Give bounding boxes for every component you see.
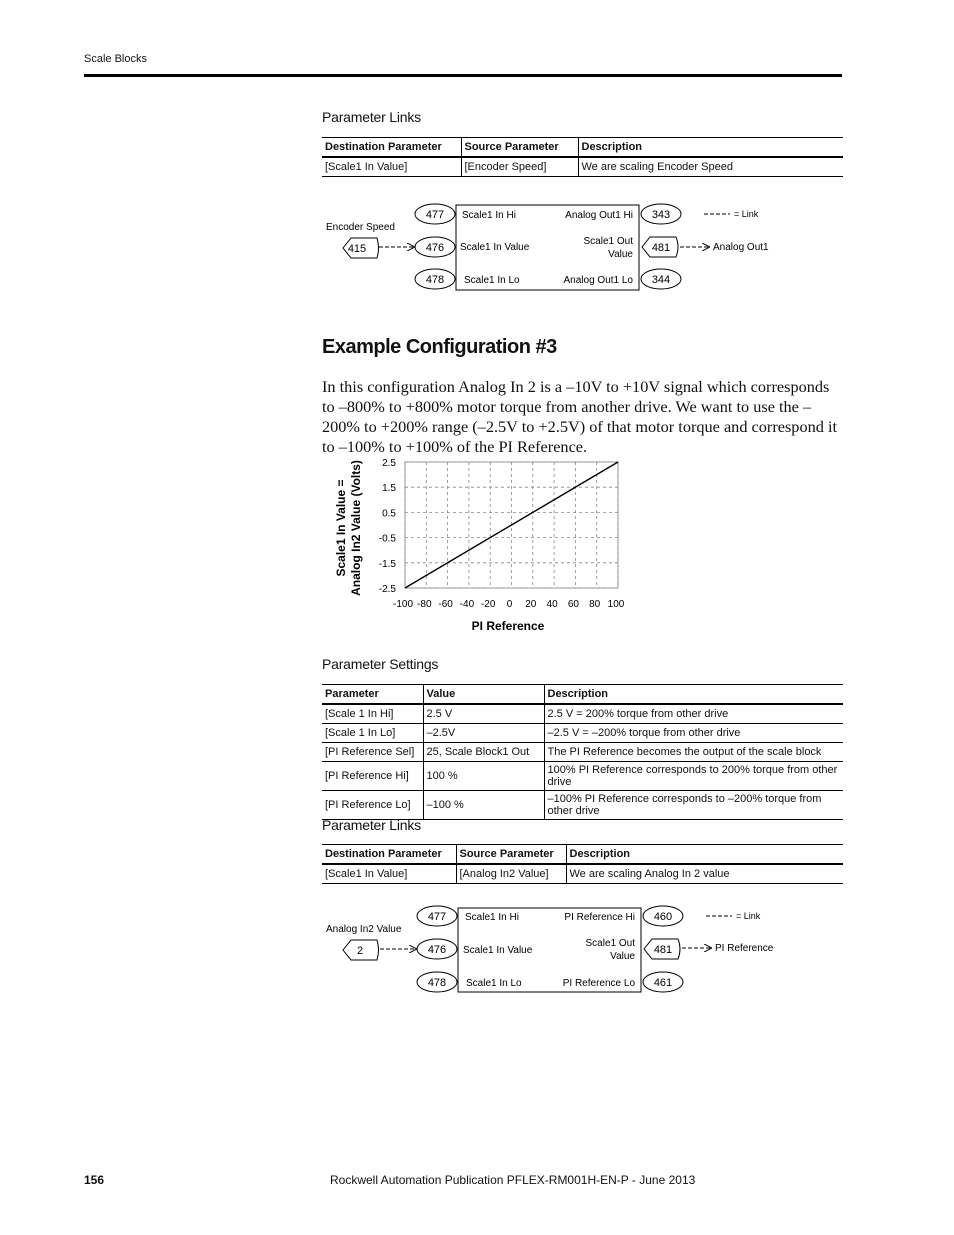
- block-label: Scale1 In Hi: [465, 912, 519, 923]
- legend-label: = Link: [736, 911, 761, 921]
- publication-info: Rockwell Automation Publication PFLEX-RM001H-EN-P - June 2013: [330, 1173, 696, 1187]
- table-cell: We are scaling Encoder Speed: [578, 157, 843, 177]
- table-cell: –2.5 V = –200% torque from other drive: [544, 724, 843, 743]
- y-tick-label: -2.5: [378, 584, 396, 595]
- param-number: 477: [425, 209, 445, 221]
- table-cell: [Scale1 In Value]: [322, 157, 461, 177]
- column-header: Source Parameter: [461, 138, 578, 158]
- block-label: Scale1 In Value: [460, 242, 530, 253]
- table-cell: [Scale1 In Value]: [322, 864, 456, 884]
- table-header-row: [322, 685, 843, 705]
- x-tick-label: -100: [392, 599, 414, 610]
- x-tick-label: 100: [607, 599, 625, 610]
- x-tick-label: 0: [506, 599, 513, 610]
- table-cell: [Scale 1 In Hi]: [322, 704, 423, 724]
- table-row: [322, 791, 843, 820]
- column-header: Value: [423, 685, 544, 705]
- table-cell: 25, Scale Block1 Out: [423, 743, 544, 762]
- column-header: Destination Parameter: [322, 138, 461, 158]
- legend-label: = Link: [734, 209, 759, 219]
- settings-table: [322, 684, 843, 820]
- input-label: Encoder Speed: [326, 222, 395, 233]
- table-cell: [PI Reference Hi]: [322, 762, 423, 791]
- y-axis-label-line2: Analog In2 Value (Volts): [349, 460, 363, 596]
- table-cell: [PI Reference Sel]: [322, 743, 423, 762]
- links2-table: [322, 844, 843, 884]
- param-number: 477: [427, 911, 447, 923]
- table-cell: 2.5 V: [423, 704, 544, 724]
- table-cell: –2.5V: [423, 724, 544, 743]
- page-number: 156: [84, 1173, 105, 1187]
- x-tick-label: 20: [525, 599, 537, 610]
- table-row: [322, 864, 843, 884]
- table-cell: 100 %: [423, 762, 544, 791]
- block-label: Scale1 In Lo: [466, 978, 522, 989]
- param-number: 343: [651, 209, 671, 221]
- y-tick-label: -1.5: [378, 558, 396, 570]
- block-label: Scale1 In Value: [463, 945, 533, 956]
- table-cell: 100% PI Reference corresponds to 200% torque from other drive: [544, 762, 843, 791]
- block-label: PI Reference Hi: [564, 912, 635, 923]
- param-number: 461: [653, 977, 673, 989]
- y-tick-label: -0.5: [378, 533, 396, 545]
- param-number: 478: [427, 977, 447, 989]
- table-row: [322, 704, 843, 724]
- block-label: Analog Out1 Hi: [565, 210, 633, 221]
- y-tick-label: 2.5: [382, 458, 396, 469]
- table-cell: –100 %: [423, 791, 544, 820]
- x-tick-labels: [393, 599, 625, 610]
- table-row: [322, 724, 843, 743]
- table-cell: The PI Reference becomes the output of the scale block: [544, 743, 843, 762]
- block-label: Analog Out1 Lo: [563, 275, 633, 286]
- y-tick-labels: [379, 458, 397, 595]
- column-header: Source Parameter: [456, 845, 566, 865]
- table-row: [322, 743, 843, 762]
- param-number: 344: [651, 274, 671, 286]
- param-number: 481: [653, 944, 673, 956]
- param-number: 460: [653, 911, 673, 923]
- input-param: 415: [347, 243, 367, 255]
- input-label: Analog In2 Value: [326, 924, 402, 935]
- column-header: Description: [578, 138, 843, 158]
- param-number: 481: [651, 242, 671, 254]
- table-header-row: [322, 845, 843, 865]
- scale-block-diagram-1: [0, 0, 954, 310]
- table-row: [322, 762, 843, 791]
- links2-caption: Parameter Links: [322, 817, 421, 833]
- y-tick-label: 0.5: [382, 508, 396, 520]
- links1-caption: Parameter Links: [322, 109, 421, 125]
- table-cell: [Scale 1 In Lo]: [322, 724, 423, 743]
- y-tick-label: 1.5: [382, 483, 396, 495]
- body-paragraph: In this configuration Analog In 2 is a –10V to +10V signal which corresponds to –800% to +800% motor torque from another drive. We want to use the –200% to +200% range (–2.5V to +2.5V) of that motor torque and correspond it to –100% to +100% of the PI Reference.: [322, 377, 837, 456]
- x-tick-label: 60: [567, 599, 579, 610]
- table-cell: –100% PI Reference corresponds to –200% torque from other drive: [544, 791, 843, 820]
- table-cell: We are scaling Analog In 2 value: [566, 864, 843, 884]
- pi-reference-chart: [0, 455, 700, 645]
- block-label: Scale1 Out: [583, 236, 633, 247]
- x-axis-label: PI Reference: [471, 619, 545, 633]
- block-label: Scale1 In Lo: [464, 275, 520, 286]
- table-cell: [Encoder Speed]: [461, 157, 578, 177]
- param-number: 476: [425, 242, 445, 254]
- section-heading: Example Configuration #3: [322, 336, 557, 358]
- block-label: Scale1 Out: [585, 938, 635, 949]
- table-cell: 2.5 V = 200% torque from other drive: [544, 704, 843, 724]
- block-label: Value: [610, 951, 635, 962]
- param-number: 476: [427, 944, 447, 956]
- output-label: Analog Out1: [713, 242, 769, 253]
- x-tick-label: -80: [417, 599, 432, 610]
- x-tick-label: -60: [438, 599, 453, 610]
- x-tick-label: 80: [589, 599, 601, 610]
- settings-caption: Parameter Settings: [322, 656, 439, 672]
- column-header: Description: [544, 685, 843, 705]
- column-header: Description: [566, 845, 843, 865]
- column-header: Destination Parameter: [322, 845, 456, 865]
- table-cell: [Analog In2 Value]: [456, 864, 566, 884]
- output-label: PI Reference: [715, 943, 774, 954]
- table-cell: [PI Reference Lo]: [322, 791, 423, 820]
- column-header: Parameter: [322, 685, 423, 705]
- block-label: Value: [608, 249, 633, 260]
- block-label: Scale1 In Hi: [462, 210, 516, 221]
- y-axis-label-line1: Scale1 In Value =: [334, 479, 348, 577]
- running-head: Scale Blocks: [84, 53, 147, 65]
- input-param: 2: [356, 945, 364, 957]
- scale-block-diagram-2: [0, 895, 954, 1005]
- block-label: PI Reference Lo: [562, 978, 635, 989]
- x-tick-label: 40: [546, 599, 558, 610]
- x-tick-label: -40: [459, 599, 475, 610]
- param-number: 478: [425, 274, 445, 286]
- x-tick-label: -20: [480, 599, 496, 610]
